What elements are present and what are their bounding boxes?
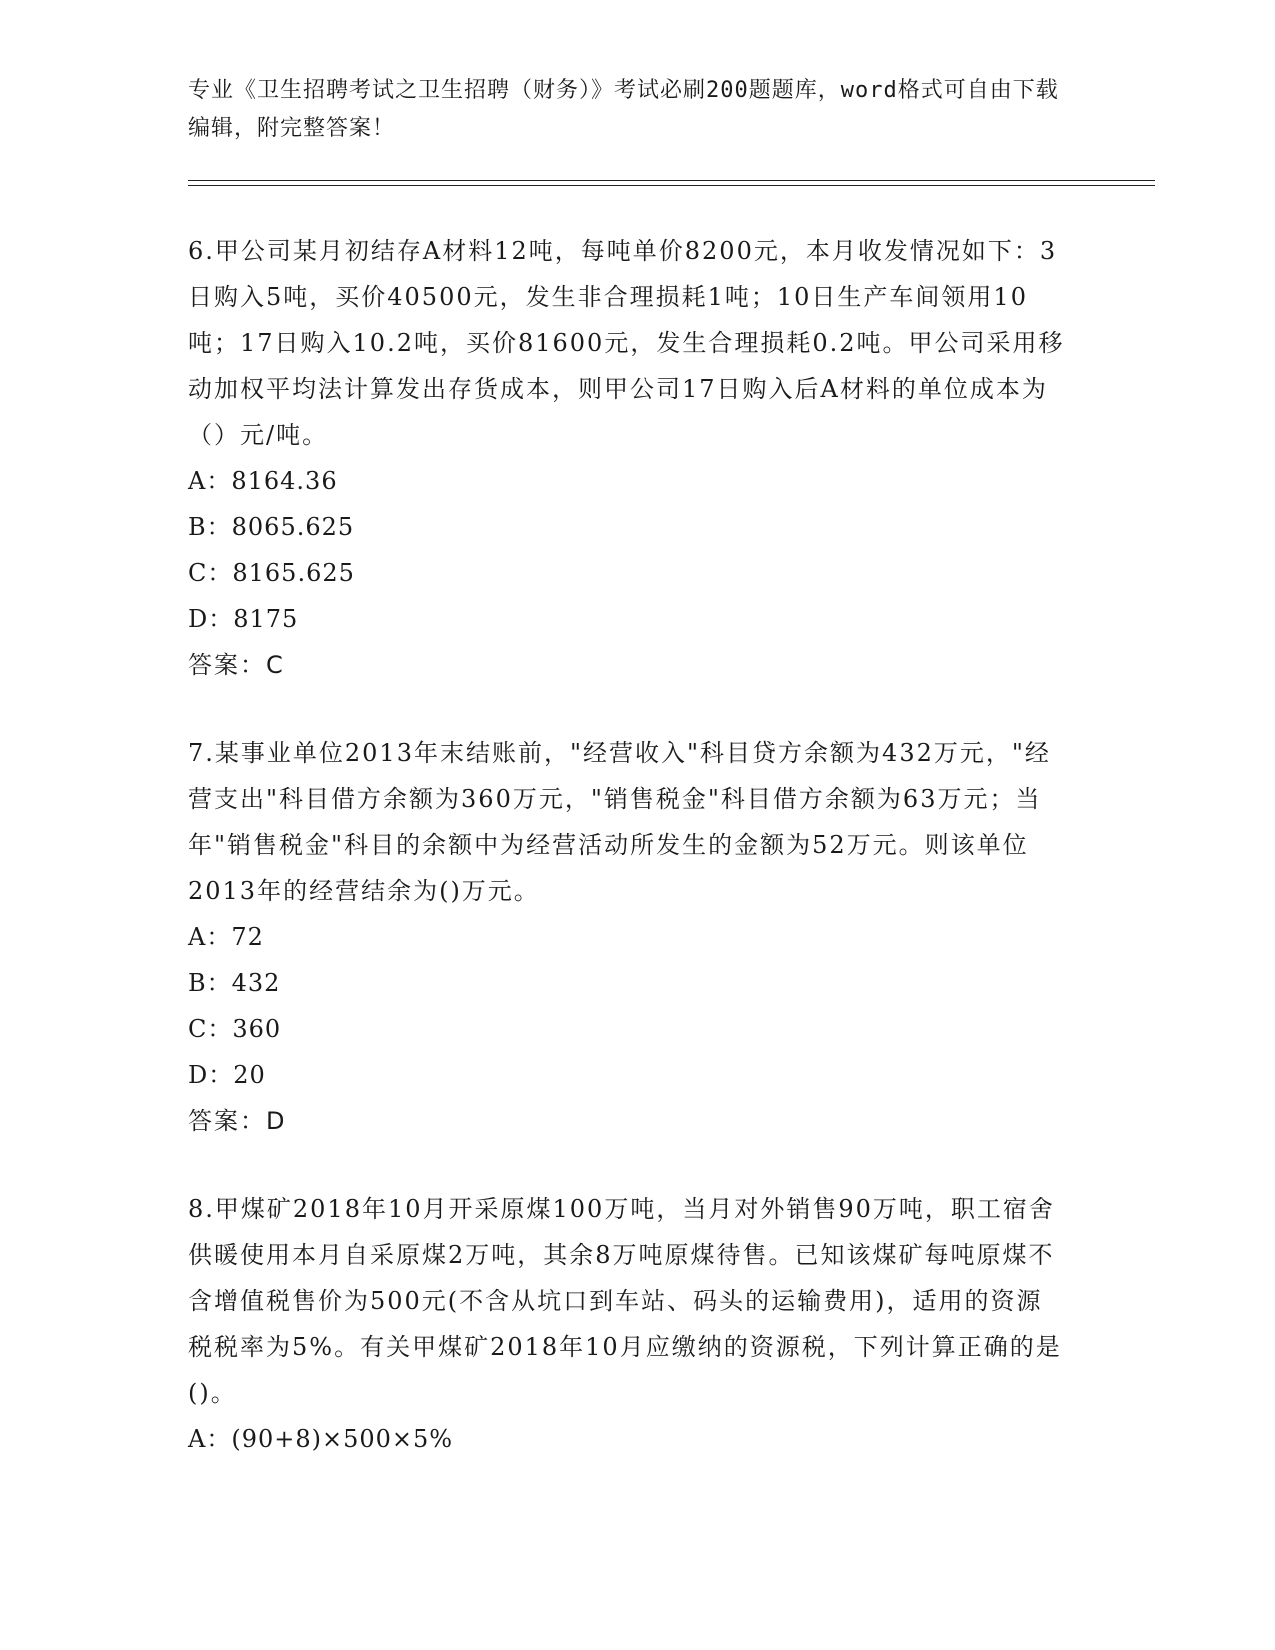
option-label: D： bbox=[188, 1061, 234, 1089]
option-text: 360 bbox=[232, 1015, 282, 1043]
option-label: A： bbox=[188, 923, 232, 951]
question-stem: 6.甲公司某月初结存A材料12吨，每吨单价8200元，本月收发情况如下：3日购入5吨，买价40500元，发生非合理损耗1吨；10日生产车间领用10吨；17日购入10.2吨，买价81600元，发生合理损耗0.2吨。甲公司采用移动加权平均法计算发出存货成本，则甲公司17日购入后A材料的单位成本为（）元/吨。 bbox=[188, 237, 1065, 449]
option-c bbox=[188, 1006, 1068, 1052]
option-d bbox=[188, 1052, 1068, 1098]
answer-line: 答案：C bbox=[188, 651, 285, 679]
question-6 bbox=[188, 228, 1068, 688]
option-text: 8164.36 bbox=[231, 467, 338, 495]
option-b bbox=[188, 504, 1068, 550]
option-label: B： bbox=[188, 969, 232, 997]
option-label: A： bbox=[188, 1425, 232, 1453]
option-b bbox=[188, 960, 1068, 1006]
option-c bbox=[188, 550, 1068, 596]
question-stem: 8.甲煤矿2018年10月开采原煤100万吨，当月对外销售90万吨，职工宿舍供暖使用本月自采原煤2万吨，其余8万吨原煤待售。已知该煤矿每吨原煤不含增值税售价为500元(不含从坑口到车站、码头的运输费用)，适用的资源税税率为5%。有关甲煤矿2018年10月应缴纳的资源税，下列计算正确的是()。 bbox=[188, 1195, 1062, 1407]
option-a bbox=[188, 1416, 1068, 1462]
answer-line: 答案：D bbox=[188, 1107, 287, 1135]
option-a bbox=[188, 458, 1068, 504]
document-header: 专业《卫生招聘考试之卫生招聘（财务）》考试必刷200题题库，word格式可自由下载编辑，附完整答案！ bbox=[188, 78, 1059, 141]
option-label: C： bbox=[188, 559, 233, 587]
option-label: B： bbox=[188, 513, 232, 541]
question-list bbox=[188, 228, 1068, 1504]
option-text: 72 bbox=[231, 923, 264, 951]
option-label: C： bbox=[188, 1015, 233, 1043]
option-text: 20 bbox=[233, 1061, 266, 1089]
option-text: 432 bbox=[231, 969, 281, 997]
option-text: 8175 bbox=[233, 605, 299, 633]
question-stem: 7.某事业单位2013年末结账前，"经营收入"科目贷方余额为432万元，"经营支出"科目借方余额为360万元，"销售税金"科目借方余额为63万元；当年"销售税金"科目的余额中为经营活动所发生的金额为52万元。则该单位2013年的经营结余为()万元。 bbox=[188, 739, 1051, 905]
option-label: D： bbox=[188, 605, 234, 633]
option-text: 8165.625 bbox=[232, 559, 355, 587]
option-text: (90+8)×500×5% bbox=[231, 1425, 454, 1453]
option-d bbox=[188, 596, 1068, 642]
option-label: A： bbox=[188, 467, 232, 495]
question-8 bbox=[188, 1186, 1068, 1462]
option-a bbox=[188, 914, 1068, 960]
question-7 bbox=[188, 730, 1068, 1144]
option-text: 8065.625 bbox=[231, 513, 355, 541]
header-divider bbox=[188, 180, 1155, 186]
